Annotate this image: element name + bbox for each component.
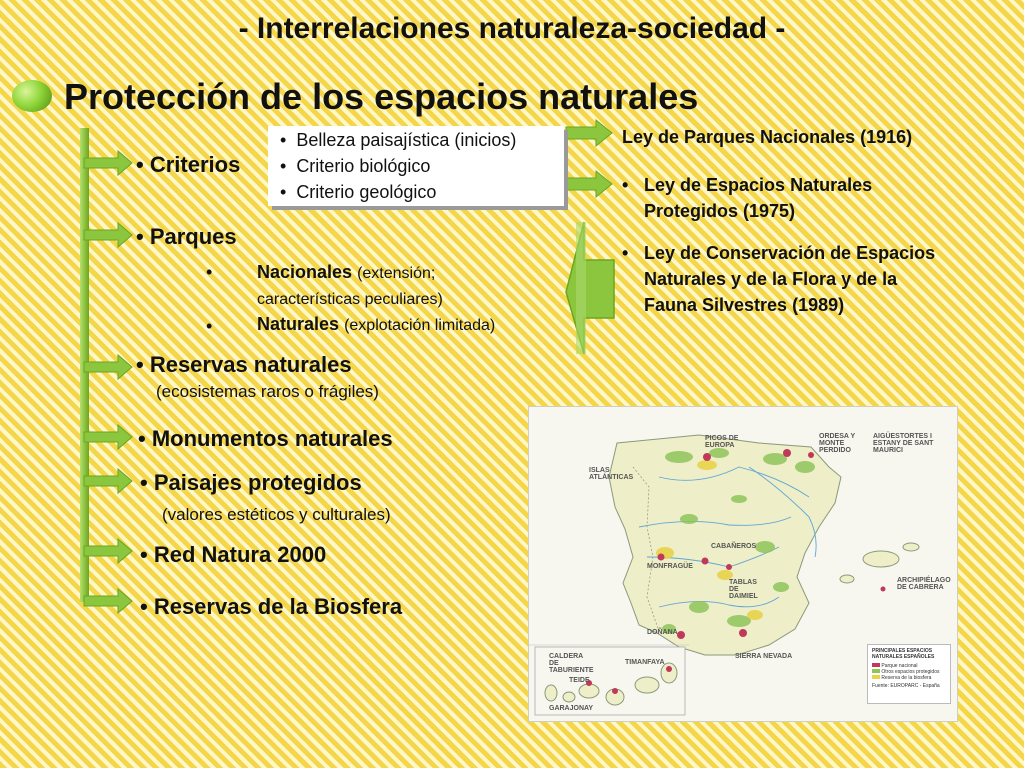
paisajes-label: Paisajes protegidos	[153, 470, 362, 495]
naturales-desc: (explotación limitada)	[344, 317, 496, 334]
criterio-item-3: • Criterio geológico	[280, 182, 437, 202]
ley-1989: • Ley de Conservación de Espacios Naturales y de la Flora y de la Fauna Silvestres (1989)	[622, 240, 1022, 318]
baleares-shape	[863, 551, 899, 567]
legend-otros: Otros espacios protegidos	[868, 669, 950, 675]
spain-protected-areas-map	[528, 406, 958, 722]
branch-arrow-reservas	[84, 355, 132, 379]
ley-1975: • Ley de Espacios Naturales Protegidos (1975)	[622, 172, 1012, 224]
ley-1975-text: Ley de Espacios Naturales Protegidos (1975)	[644, 175, 873, 221]
paisajes-item: • Paisajes protegidos	[140, 470, 362, 495]
map-label-ordesa: ORDESA Y MONTE PERDIDO	[819, 433, 856, 454]
map-label-islas-atlanticas: ISLAS ATLÁNTICAS	[589, 467, 634, 481]
reservas-desc: (ecosistemas raros o frágiles)	[156, 382, 379, 401]
criterio-item-2: • Criterio biológico	[280, 156, 431, 176]
ley-1916: Ley de Parques Nacionales (1916)	[622, 127, 913, 147]
reservas-item: • Reservas naturales	[136, 352, 352, 377]
nacionales-subitem	[257, 260, 557, 312]
map-label-aiguestortes: AIGÜESTORTES I ESTANY DE SANT MAURICI	[873, 433, 934, 454]
map-label-cabaneros: CABAÑEROS	[711, 543, 757, 550]
map-label-tablas: TABLAS DE DAIMIEL	[729, 579, 758, 600]
parques-bullet-2: •	[206, 316, 213, 336]
branch-arrow-monumentos	[84, 425, 132, 449]
map-label-monfrague: MONFRAGÜE	[647, 563, 693, 570]
red-natura-label: Red Natura 2000	[153, 542, 327, 567]
branch-arrow-biosfera	[84, 589, 132, 613]
slide-title: Protección de los espacios naturales	[64, 76, 699, 117]
parques-label: Parques	[149, 224, 237, 249]
map-label-teide: TEIDE	[569, 677, 590, 684]
map-label-picos: PICOS DE EUROPA	[705, 435, 739, 449]
parques-item: • Parques	[136, 224, 237, 249]
naturales-subitem	[257, 314, 495, 335]
map-label-caldera: CALDERA DE TABURIENTE	[549, 653, 594, 674]
criterio-item-1: • Belleza paisajística (inicios)	[280, 130, 517, 150]
criterios-item: • Criterios	[136, 152, 241, 177]
nacionales-desc2: características peculiares)	[257, 291, 443, 308]
map-legend-title: PRINCIPALES ESPACIOS NATURALES ESPAÑOLES	[872, 648, 935, 660]
biosfera-item: • Reservas de la Biosfera	[140, 594, 403, 619]
legend-source: Fuente: EUROPARC - España	[872, 683, 940, 689]
nacionales-label: Nacionales	[257, 262, 353, 282]
parques-bullet-1: •	[206, 262, 213, 282]
arrow-to-ley1916	[566, 120, 612, 146]
map-label-timanfaya: TIMANFAYA	[625, 659, 665, 666]
paisajes-desc: (valores estéticos y culturales)	[162, 505, 391, 524]
nacionales-desc: (extensión;	[357, 265, 436, 282]
map-label-cabrera: ARCHIPIÉLAGO DE CABRERA	[897, 577, 951, 591]
monumentos-item: • Monumentos naturales	[138, 426, 393, 451]
arrow-to-ley1975	[566, 171, 612, 197]
red-natura-item: • Red Natura 2000	[140, 542, 327, 567]
branch-arrow-criterios	[84, 151, 132, 175]
criterios-label: Criterios	[149, 152, 241, 177]
map-label-garajonay: GARAJONAY	[549, 705, 594, 712]
criterios-box	[268, 126, 564, 206]
legend-parque-nacional: Parque nacional	[868, 663, 950, 669]
branch-arrow-parques	[84, 223, 132, 247]
map-label-sierra-nevada: SIERRA NEVADA	[735, 653, 793, 660]
branch-arrow-natura	[84, 539, 132, 563]
branch-arrow-paisajes	[84, 469, 132, 493]
map-legend	[867, 644, 951, 704]
ley-1989-text: Ley de Conservación de Espacios Naturales y de la Flora y de la Fauna Silvestres (1989)	[644, 243, 936, 315]
map-label-donana: DOÑANA	[647, 629, 678, 636]
naturales-label: Naturales	[257, 314, 340, 334]
monumentos-label: Monumentos naturales	[151, 426, 393, 451]
reservas-label: Reservas naturales	[149, 352, 352, 377]
biosfera-label: Reservas de la Biosfera	[153, 594, 403, 619]
arrow-ley1989-to-parques	[566, 222, 614, 354]
slide-subtitle: - Interrelaciones naturaleza-sociedad -	[238, 12, 786, 45]
legend-biosfera: Reserva de la biosfera	[868, 675, 950, 681]
